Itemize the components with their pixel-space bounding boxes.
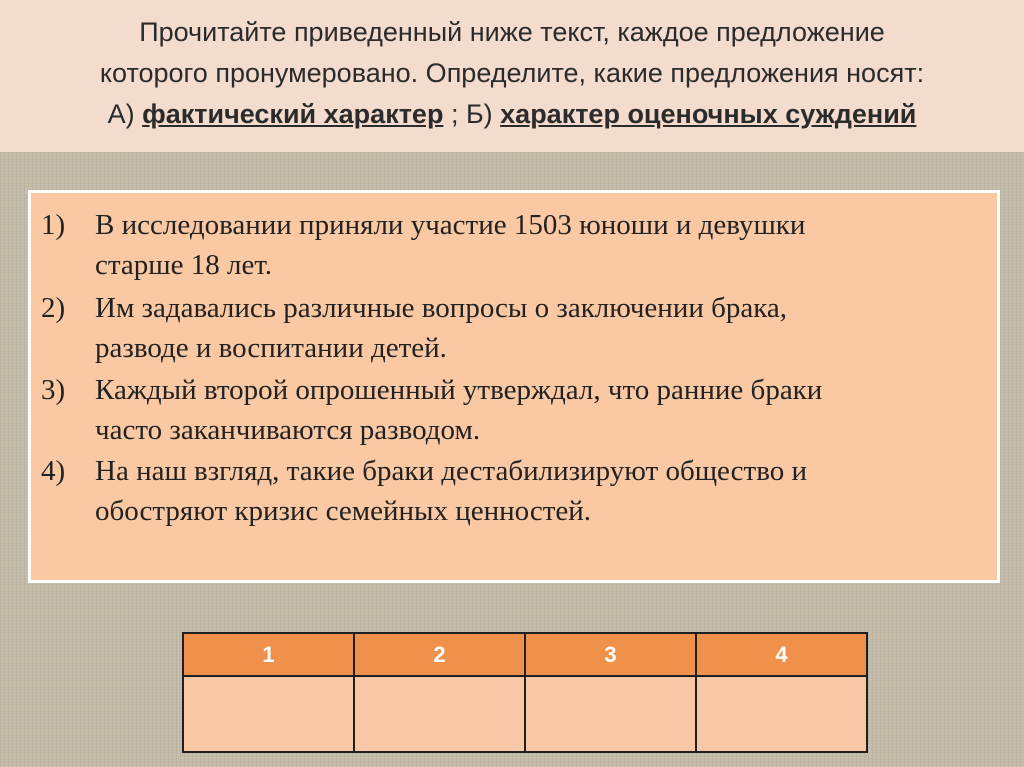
answer-cell-4[interactable] (696, 676, 867, 752)
sentence-line: часто заканчиваются разводом. (95, 414, 481, 446)
option-a-label: фактический характер (142, 99, 444, 129)
answer-table-input-row (183, 676, 867, 752)
answer-table (182, 632, 868, 753)
sentence-line: старше 18 лет. (95, 249, 273, 281)
task-instruction-line-2: которого пронумеровано. Определите, какие предложения носят: (99, 58, 925, 88)
task-instruction-line-1: Прочитайте приведенный ниже текст, каждое предложение (139, 17, 885, 47)
sentence-line: Им задавались различные вопросы о заключении брака, (95, 292, 788, 324)
sentence-line: обостряют кризис семейных ценностей. (95, 495, 592, 527)
sentence-line: На наш взгляд, такие браки дестабилизируют общество и (95, 455, 807, 487)
option-b-label: характер оценочных суждений (500, 99, 917, 129)
sentence-item-4 (41, 451, 961, 531)
sentence-line: Каждый второй опрошенный утверждал, что ранние браки (95, 374, 823, 406)
sentence-number: 2) (41, 292, 66, 324)
answer-cell-3[interactable] (525, 676, 696, 752)
task-options-line (0, 94, 1024, 135)
answer-table-header-row (183, 633, 867, 676)
sentence-item-1 (41, 205, 961, 285)
sentence-number: 4) (41, 455, 66, 487)
answer-header-cell: 4 (696, 633, 867, 676)
sentence-number: 3) (41, 374, 66, 406)
task-header (0, 0, 1024, 152)
option-separator: ; Б) (443, 99, 501, 129)
sentence-number: 1) (41, 209, 66, 241)
sentence-item-2 (41, 288, 961, 368)
answer-cell-2[interactable] (354, 676, 525, 752)
answer-header-cell: 2 (354, 633, 525, 676)
sentences-box (28, 190, 1000, 583)
answer-header-cell: 3 (525, 633, 696, 676)
sentence-item-3 (41, 370, 961, 450)
answer-cell-1[interactable] (183, 676, 354, 752)
sentence-line: В исследовании приняли участие 1503 юноши и девушки (95, 209, 806, 241)
answer-header-cell: 1 (183, 633, 354, 676)
option-a-prefix: А) (107, 99, 143, 129)
sentence-line: разводе и воспитании детей. (95, 332, 447, 364)
